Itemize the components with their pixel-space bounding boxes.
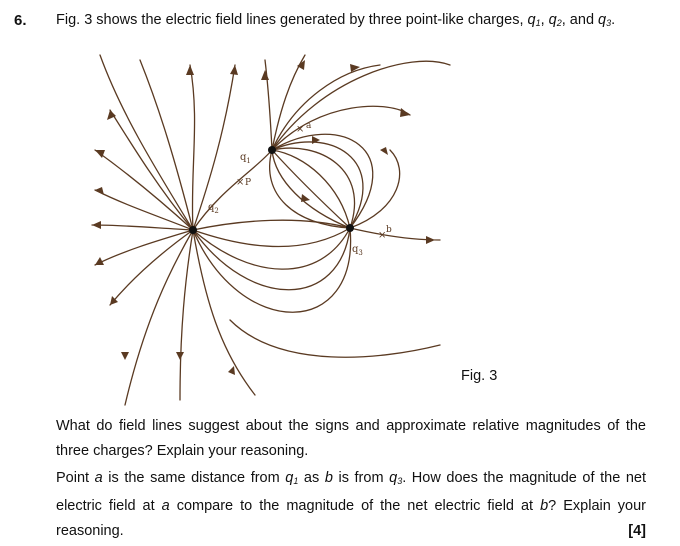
field-line: [140, 60, 193, 230]
label-q2: $q_2$: [208, 202, 219, 215]
arrowhead: [400, 108, 410, 117]
field-line: [350, 150, 400, 228]
arrowhead: [301, 194, 310, 202]
field-line: [190, 65, 195, 230]
arrowhead: [228, 366, 235, 375]
point-b-marker: ×: [378, 230, 387, 241]
arrowhead: [92, 221, 101, 229]
arrowhead: [380, 147, 388, 155]
arrowhead: [121, 352, 129, 360]
field-line: [272, 142, 363, 228]
question-part-2: Point a is the same distance from $q_1$ as b is from $q_3$. How does the magnitude of the net electric field at a compare to the magnitude of the net electric field at b? Explain your reasoning. [4]: [56, 466, 646, 544]
field-line: [110, 230, 193, 305]
question-stem: Fig. 3 shows the electric field lines generated by three point-like charges, $q_1$, $q_2$, and $q_3$.: [56, 12, 616, 28]
question-number: 6.: [14, 12, 27, 29]
arrowhead: [176, 352, 184, 360]
figure-caption: Fig. 3: [461, 368, 498, 384]
question-part-1: What do field lines suggest about the signs and approximate relative magnitudes of the three charges? Explain your reasoning.: [56, 418, 646, 459]
label-a: a: [306, 121, 312, 131]
field-line: [230, 320, 440, 357]
arrowhead: [426, 236, 435, 244]
field-line: [193, 230, 255, 395]
field-line: [272, 65, 380, 150]
marks-label: [4]: [628, 523, 646, 539]
field-line: [193, 228, 350, 247]
label-q3: $q_3$: [352, 244, 363, 257]
arrowhead: [230, 65, 238, 75]
charge-q2-dot: [189, 226, 197, 234]
field-line: [95, 190, 193, 230]
stem-text: Fig. 3 shows the electric field lines generated by three point-like charges,: [56, 12, 528, 28]
field-line: [272, 61, 450, 150]
q2-symbol: $q_2$: [548, 12, 562, 28]
arrowhead: [186, 65, 194, 75]
point-p-marker: ×: [236, 177, 245, 188]
charge-q3-dot: [346, 224, 354, 232]
field-lines-figure: [80, 40, 460, 410]
arrowhead: [261, 70, 269, 80]
field-line: [95, 230, 193, 265]
field-line: [100, 55, 193, 230]
point-a-marker: ×: [296, 124, 305, 135]
field-line: [180, 230, 193, 400]
q1-symbol: $q_1$: [527, 12, 541, 28]
charge-q1-dot: [268, 146, 276, 154]
field-line: [272, 150, 350, 228]
label-p: P: [245, 178, 252, 188]
label-q1: $q_1$: [240, 152, 251, 165]
field-line: [193, 228, 351, 312]
q3-symbol: $q_3$: [598, 12, 612, 28]
label-b: b: [386, 225, 392, 235]
field-line: [193, 150, 272, 230]
field-line: [272, 148, 355, 228]
field-line: [95, 150, 193, 230]
field-line: [92, 225, 193, 230]
field-line: [193, 228, 350, 269]
